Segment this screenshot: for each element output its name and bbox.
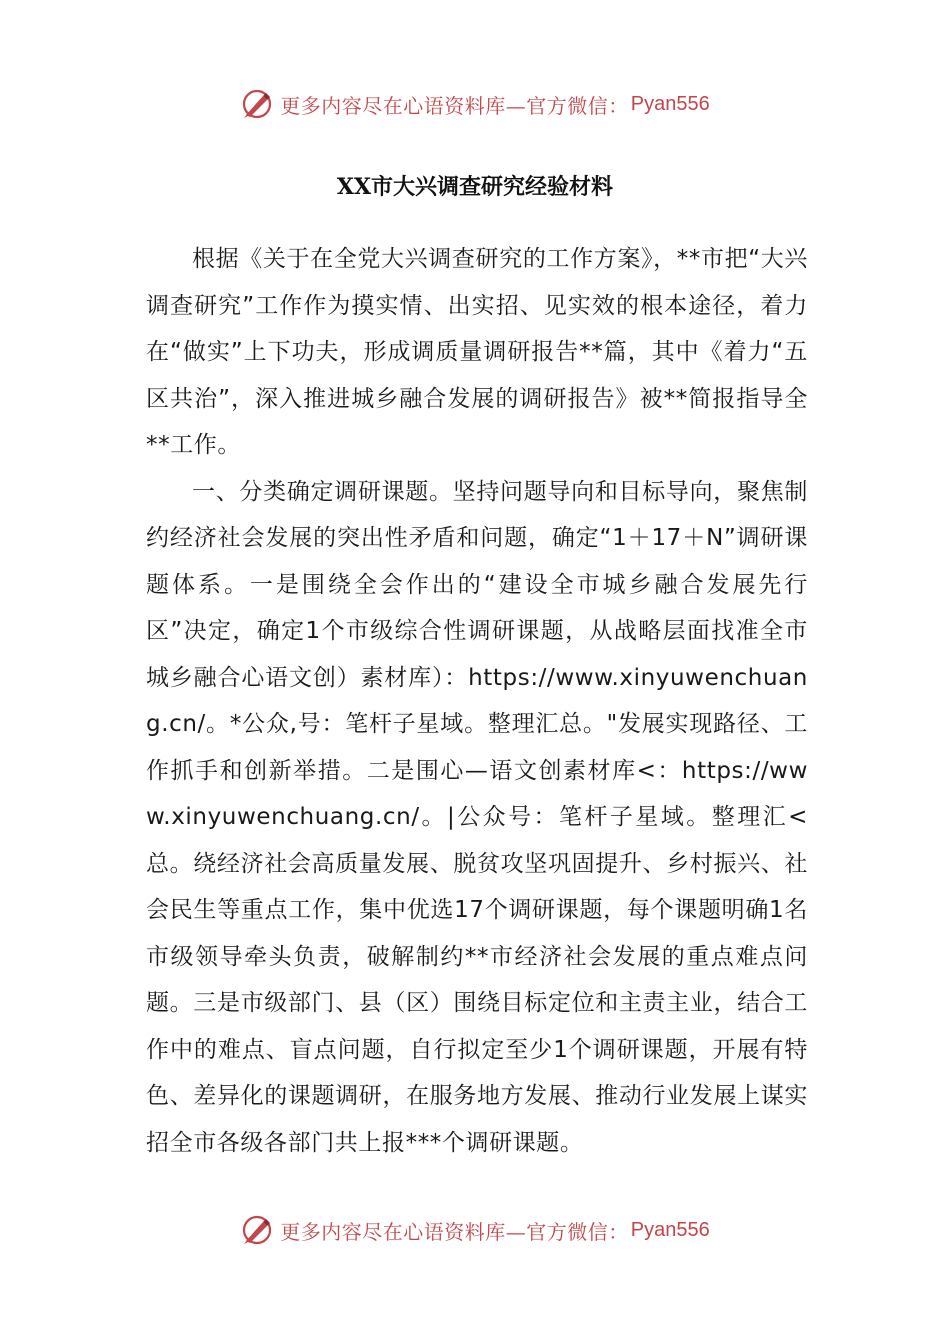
pen-nib-logo-icon xyxy=(240,1213,274,1247)
watermark-text: 更多内容尽在心语资料库—官方微信： xyxy=(280,93,629,118)
header-watermark-banner xyxy=(0,82,950,126)
paragraph-intro: 根据《关于在全党大兴调查研究的工作方案》，**市把“大兴调查研究”工作作为摸实情、出实招、见实效的根本途径，着力在“做实”上下功夫，形成调质量调研报告**篇，其中《着力“五区共治”，深入推进城乡融合发展的调研报告》被**简报指导全**工作。 xyxy=(146,246,808,458)
watermark-wechat-id: Pyan556 xyxy=(630,92,710,115)
document-title: XX市大兴调查研究经验材料 xyxy=(336,174,614,200)
pen-nib-logo-icon xyxy=(240,87,274,121)
document-body xyxy=(146,236,808,1166)
paragraph-section-one: 一、分类确定调研课题。坚持问题导向和目标导向，聚焦制约经济社会发展的突出性矛盾和问题，确定“1＋17＋N”调研课题体系。一是围绕全会作出的“建设全市城乡融合发展先行区”决定，确定1个市级综合性调研课题，从战略层面找准全市城乡融合心语文创）素材库）：https://www.xinyuwenchuang.cn/。*公众,号：笔杆子星域。整理汇总。"发展实现路径、工作抓手和创新举措。二是围心—语文创素材库<：https://www.xinyuwenchuang.cn/。|公众号：笔杆子星域。整理汇<总。绕经济社会高质量发展、脱贫攻坚巩固提升、乡村振兴、社会民生等重点工作，集中优选17个调研课题，每个课题明确1名市级领导牵头负责，破解制约**市经济社会发展的重点难点问题。三是市级部门、县（区）围绕目标定位和主责主业，结合工作中的难点、盲点问题，自行拟定至少1个调研课题，开展有特色、差异化的课题调研，在服务地方发展、推动行业发展上谋实招全市各级各部门共上报***个调研课题。 xyxy=(146,478,808,1156)
watermark-text: 更多内容尽在心语资料库—官方微信： xyxy=(280,1219,629,1244)
watermark-wechat-id: Pyan556 xyxy=(630,1218,710,1241)
footer-watermark-banner xyxy=(0,1208,950,1252)
